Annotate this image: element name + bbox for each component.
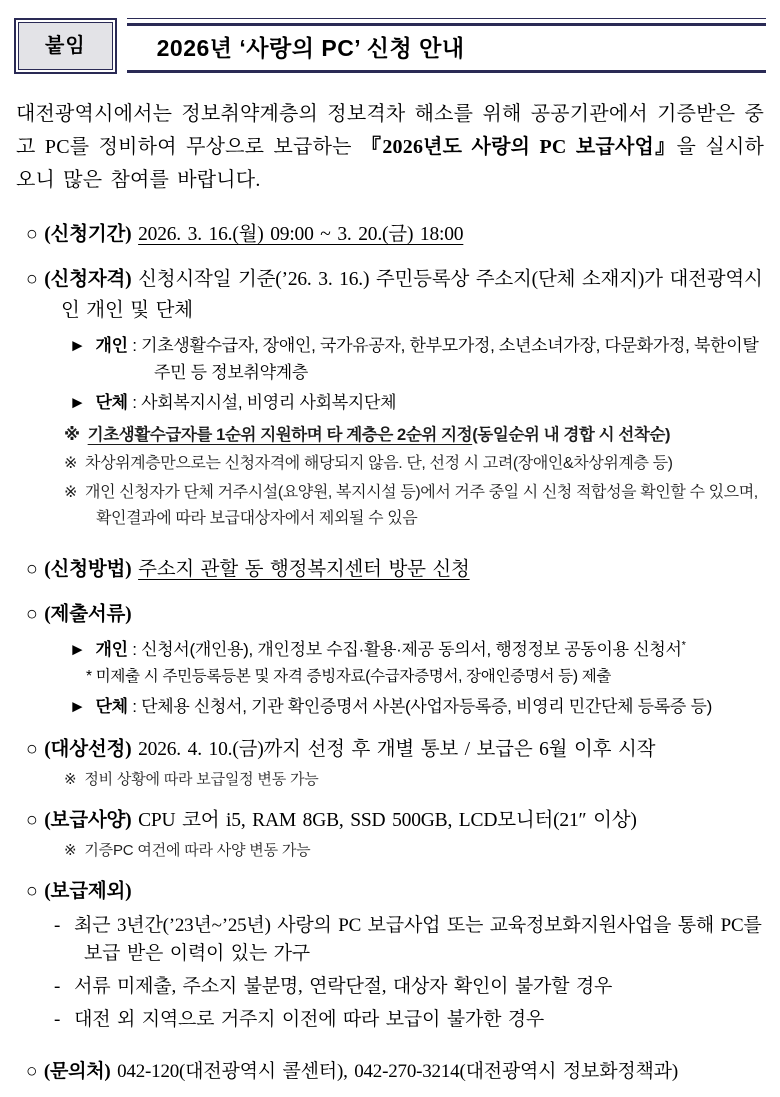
eligibility-individual-item xyxy=(14,332,766,386)
colon-separator: : xyxy=(132,393,137,412)
documents-footnote xyxy=(14,665,766,689)
exclusion-item-text: 대전 외 지역으로 거주지 이전에 따라 보급이 불가한 경우 xyxy=(74,1009,545,1030)
documents-individual-item xyxy=(14,636,766,663)
section-label-contact: (문의처) xyxy=(43,1061,111,1082)
eligibility-group-item xyxy=(14,389,766,416)
circle-bullet-icon: ○ xyxy=(26,810,38,831)
individual-label: 개인 xyxy=(95,336,128,355)
group-label: 단체 xyxy=(95,393,128,412)
intro-text-pre: 대전광역시에서는 정보취약계층의 정보격차 해소를 위해 공공기관에서 기증받은 중고 PC를 정비하여 무상으로 보급하는 xyxy=(16,103,764,158)
arrow-bullet-icon: ► xyxy=(69,336,86,355)
section-exclusion xyxy=(14,876,766,907)
circle-bullet-icon: ○ xyxy=(26,224,38,245)
selection-note-text: 정비 상황에 따라 보급일정 변동 가능 xyxy=(84,771,319,788)
section-label-exclusion: (보급제외) xyxy=(44,881,132,902)
priority-note-rest: (동일순위 내 경합 시 선착순) xyxy=(472,426,671,444)
intro-program-name: 『2026년도 사랑의 PC 보급사업』 xyxy=(360,136,677,158)
note-second-class-text: 차상위계층만으로는 신청자격에 해당되지 않음. 단, 선정 시 고려(장애인&차상위계층 등) xyxy=(85,455,673,472)
dash-bullet-icon: - xyxy=(54,976,61,997)
section-label-method: (신청방법) xyxy=(44,559,132,580)
page-title: 2026년 ‘사랑의 PC’ 신청 안내 xyxy=(127,23,766,73)
arrow-bullet-icon: ► xyxy=(69,640,86,659)
eligibility-priority-note xyxy=(14,422,766,448)
circle-bullet-icon: ○ xyxy=(26,269,38,290)
exclusion-item-history xyxy=(14,912,766,968)
asterisk-mark-icon: * xyxy=(86,668,92,685)
colon-separator: : xyxy=(132,640,137,659)
arrow-bullet-icon: ► xyxy=(69,697,86,716)
attachment-badge xyxy=(14,18,117,74)
section-pc-spec xyxy=(14,805,766,836)
title-rule-box xyxy=(127,18,766,74)
selection-schedule-note xyxy=(14,768,766,791)
section-eligibility xyxy=(14,264,766,326)
contact-text: 042-120(대전광역시 콜센터), 042-270-3214(대전광역시 정보화정책과) xyxy=(117,1061,678,1082)
section-target-selection xyxy=(14,734,766,765)
application-period-value: 2026. 3. 16.(월) 09:00 ~ 3. 20.(금) 18:00 xyxy=(138,224,464,245)
eligibility-group-text: 사회복지시설, 비영리 사회복지단체 xyxy=(141,393,397,412)
eligibility-note-second-class xyxy=(14,451,766,477)
footnote-asterisk: * xyxy=(681,639,686,652)
reference-mark-icon: ※ xyxy=(64,426,80,444)
documents-individual-text: 신청서(개인용), 개인정보 수집·활용·제공 동의서, 행정정보 공동이용 신청서 xyxy=(141,640,682,659)
intro-text-post: 을 실시하오니 많은 참여를 바랍니다. xyxy=(16,136,764,191)
exclusion-item-moved xyxy=(14,1006,766,1034)
spec-note-text: 기증PC 여건에 따라 사양 변동 가능 xyxy=(84,842,311,859)
colon-separator: : xyxy=(132,336,137,355)
document-header xyxy=(14,18,766,74)
exclusion-item-text: 서류 미제출, 주소지 불분명, 연락단절, 대상자 확인이 불가할 경우 xyxy=(74,976,613,997)
intro-paragraph xyxy=(16,98,764,197)
section-label-spec: (보급사양) xyxy=(44,810,132,831)
exclusion-item-unreachable xyxy=(14,973,766,1001)
section-contact xyxy=(14,1056,766,1087)
eligibility-individual-text: 기초생활수급자, 장애인, 국가유공자, 한부모가정, 소년소녀가장, 다문화가정, 북한이탈주민 등 정보취약계층 xyxy=(141,336,759,382)
section-label-documents: (제출서류) xyxy=(44,604,132,625)
circle-bullet-icon: ○ xyxy=(26,881,38,902)
circle-bullet-icon: ○ xyxy=(26,1061,38,1082)
exclusion-item-text: 최근 3년간(’23년~’25년) 사랑의 PC 보급사업 또는 교육정보화지원사업을 통해 PC를 보급 받은 이력이 있는 가구 xyxy=(74,915,762,964)
documents-footnote-text: 미제출 시 주민등록등본 및 자격 증빙자료(수급자증명서, 장애인증명서 등) 제출 xyxy=(95,668,612,685)
circle-bullet-icon: ○ xyxy=(26,739,38,760)
group-label: 단체 xyxy=(95,697,128,716)
section-label-selection: (대상선정) xyxy=(44,739,132,760)
documents-group-text: 단체용 신청서, 기관 확인증명서 사본(사업자등록증, 비영리 민간단체 등록증 등) xyxy=(141,697,712,716)
circle-bullet-icon: ○ xyxy=(26,604,38,625)
priority-note-underlined: 기초생활수급자를 1순위 지원하며 타 계층은 2순위 지정 xyxy=(87,426,473,444)
dash-bullet-icon: - xyxy=(54,915,61,936)
reference-mark-icon: ※ xyxy=(64,771,77,788)
reference-mark-icon: ※ xyxy=(64,484,78,501)
spec-text: CPU 코어 i5, RAM 8GB, SSD 500GB, LCD모니터(21″ 이상) xyxy=(138,810,637,831)
section-label-period: (신청기간) xyxy=(44,224,132,245)
note-facility-text: 개인 신청자가 단체 거주시설(요양원, 복지시설 등)에서 거주 중일 시 신청 적합성을 확인할 수 있으며, 확인결과에 따라 보급대상자에서 제외될 수 있음 xyxy=(85,484,758,527)
dash-bullet-icon: - xyxy=(54,1009,61,1030)
attachment-badge-label: 붙임 xyxy=(18,22,113,70)
reference-mark-icon: ※ xyxy=(64,842,77,859)
eligibility-note-facility xyxy=(14,480,766,532)
spec-change-note xyxy=(14,839,766,862)
individual-label: 개인 xyxy=(95,640,128,659)
section-application-method xyxy=(14,554,766,585)
section-application-period xyxy=(14,219,766,250)
circle-bullet-icon: ○ xyxy=(26,559,38,580)
documents-group-item xyxy=(14,693,766,720)
reference-mark-icon: ※ xyxy=(64,455,78,472)
arrow-bullet-icon: ► xyxy=(69,393,86,412)
colon-separator: : xyxy=(132,697,137,716)
section-label-eligibility: (신청자격) xyxy=(44,269,132,290)
eligibility-text: 신청시작일 기준(’26. 3. 16.) 주민등록상 주소지(단체 소재지)가 대전광역시인 개인 및 단체 xyxy=(61,269,763,321)
application-method-value: 주소지 관할 동 행정복지센터 방문 신청 xyxy=(138,559,470,580)
section-required-documents xyxy=(14,599,766,630)
selection-text: 2026. 4. 10.(금)까지 선정 후 개별 통보 / 보급은 6월 이후 시작 xyxy=(138,739,656,760)
